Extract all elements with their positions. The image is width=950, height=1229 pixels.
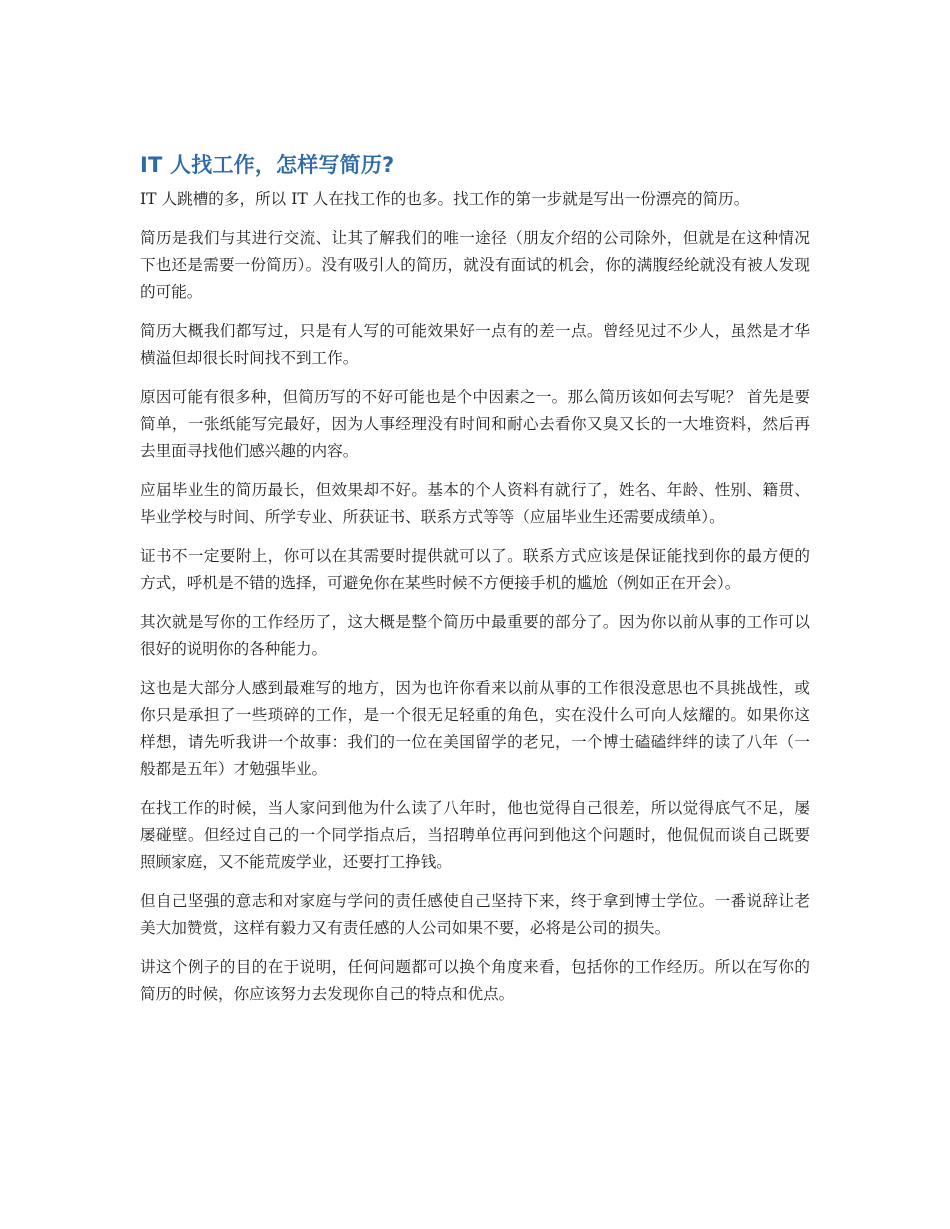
paragraph-4: 原因可能有很多种，但简历写的不好可能也是个中因素之一。那么简历该如何去写呢？ 首先是要简单，一张纸能写完最好，因为人事经理没有时间和耐心去看你又臭又长的一大堆资料，然后再去里面寻找他们感兴趣的内容。 <box>140 388 810 460</box>
paragraph-3: 简历大概我们都写过，只是有人写的可能效果好一点有的差一点。曾经见过不少人，虽然是才华横溢但却很长时间找不到工作。 <box>140 322 810 367</box>
paragraph-6: 证书不一定要附上，你可以在其需要时提供就可以了。联系方式应该是保证能找到你的最方便的方式，呼机是不错的选择，可避免你在某些时候不方便接手机的尴尬（例如正在开会）。 <box>140 547 810 592</box>
paragraph-11: 讲这个例子的目的在于说明，任何问题都可以换个角度来看，包括你的工作经历。所以在写你的简历的时候，你应该努力去发现你自己的特点和优点。 <box>140 958 810 1003</box>
paragraph-5: 应届毕业生的简历最长，但效果却不好。基本的个人资料有就行了，姓名、年龄、性别、籍贯、毕业学校与时间、所学专业、所获证书、联系方式等等（应届毕业生还需要成绩单）。 <box>140 481 810 526</box>
paragraph-8: 这也是大部分人感到最难写的地方，因为也许你看来以前从事的工作很没意思也不具挑战性，或你只是承担了一些琐碎的工作，是一个很无足轻重的角色，实在没什么可向人炫耀的。如果你这样想，请先听我讲一个故事：我们的一位在美国留学的老兄，一个博士磕磕绊绊的读了八年（一般都是五年）才勉强毕业。 <box>140 679 810 778</box>
paragraph-10: 但自己坚强的意志和对家庭与学问的责任感使自己坚持下来，终于拿到博士学位。一番说辞让老美大加赞赏，这样有毅力又有责任感的人公司如果不要，必将是公司的损失。 <box>140 892 810 937</box>
paragraph-2: 简历是我们与其进行交流、让其了解我们的唯一途径（朋友介绍的公司除外，但就是在这种情况下也还是需要一份简历）。没有吸引人的简历，就没有面试的机会，你的满腹经纶就没有被人发现的可能。 <box>140 229 810 301</box>
document-title: IT 人找工作，怎样写简历? <box>140 153 395 177</box>
document-page <box>140 150 810 1020</box>
paragraph-1: IT 人跳槽的多，所以 IT 人在找工作的也多。找工作的第一步就是写出一份漂亮的简历。 <box>140 190 750 208</box>
paragraph-9: 在找工作的时候，当人家问到他为什么读了八年时，他也觉得自己很差，所以觉得底气不足，屡屡碰壁。但经过自己的一个同学指点后，当招聘单位再问到他这个问题时，他侃侃而谈自己既要照顾家庭，又不能荒废学业，还要打工挣钱。 <box>140 799 810 871</box>
paragraph-7: 其次就是写你的工作经历了，这大概是整个简历中最重要的部分了。因为你以前从事的工作可以很好的说明你的各种能力。 <box>140 613 810 658</box>
